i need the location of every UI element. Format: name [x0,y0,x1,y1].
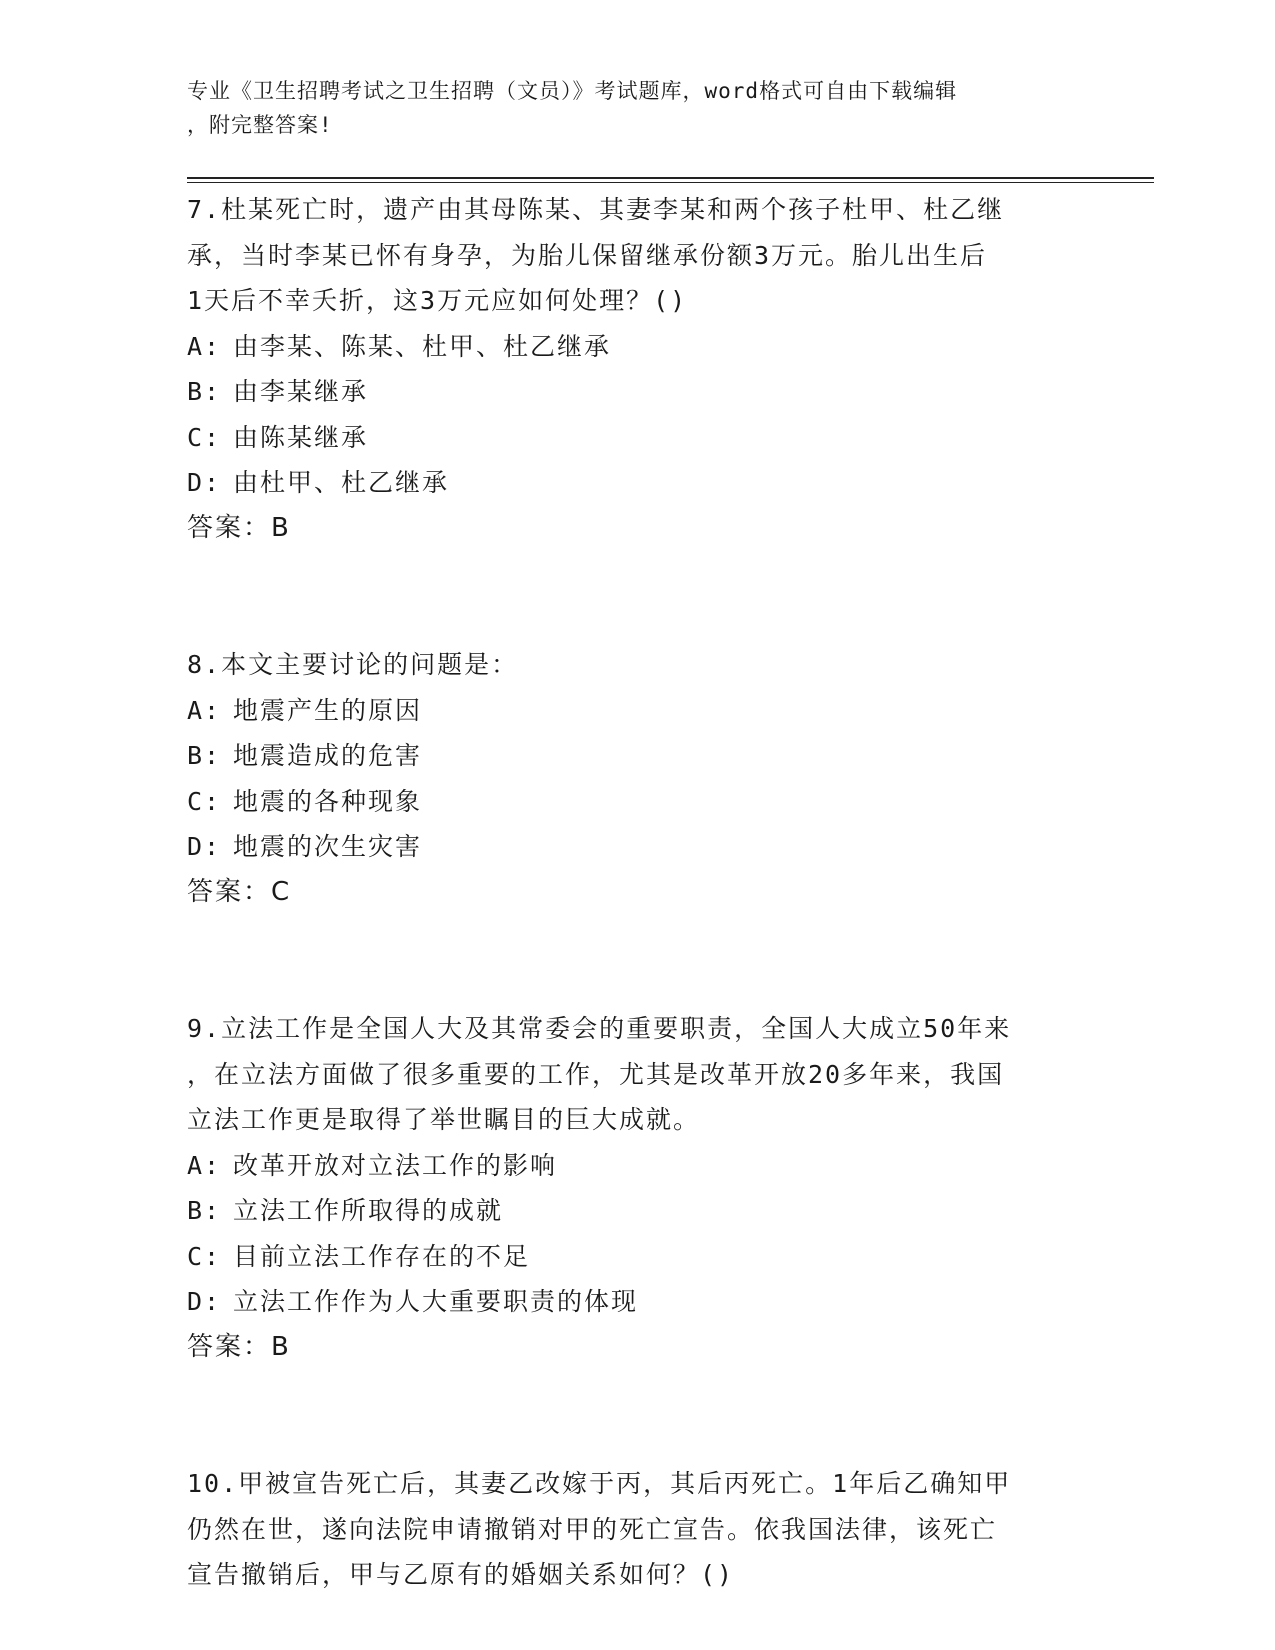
question-list [187,187,1087,1598]
spacer [187,551,1087,642]
question-10-line-1: 10.甲被宣告死亡后，其妻乙改嫁于丙，其后丙死亡。1年后乙确知甲 [187,1469,1012,1498]
question-9-answer [187,1325,1087,1371]
question-8-option-d [187,824,1087,870]
header-line-2: ，附完整答案! [187,113,333,137]
option-text: 立法工作所取得的成就 [233,1196,504,1225]
spacer [187,1370,1087,1461]
option-text: 由李某、陈某、杜甲、杜乙继承 [233,331,612,361]
question-8 [187,642,1087,915]
document-header [187,74,1087,142]
question-10 [187,1461,1087,1598]
question-8-option-b [187,733,1087,779]
question-7-line-1: 7.杜某死亡时，遗产由其母陈某、其妻李某和两个孩子杜甲、杜乙继 [187,195,1005,224]
option-text: 由陈某继承 [233,422,369,452]
question-7 [187,187,1087,551]
question-7-answer [187,506,1087,552]
option-key: B: [187,1196,222,1225]
question-9-option-d [187,1279,1087,1325]
option-key: B: [187,741,222,770]
question-8-answer [187,870,1087,916]
option-key: A: [187,695,222,725]
question-9-option-b [187,1188,1087,1234]
question-7-option-d [187,460,1087,506]
spacer [187,915,1087,1006]
option-text: 地震的各种现象 [233,786,423,816]
answer-label: 答案： [187,512,272,543]
option-key: D: [187,1287,222,1316]
question-8-option-c [187,779,1087,825]
answer-value: B [271,1331,291,1362]
option-key: B: [187,377,222,406]
option-key: C: [187,786,222,816]
question-9-line-1: 9.立法工作是全国人大及其常委会的重要职责，全国人大成立50年来 [187,1014,1012,1043]
option-text: 由杜甲、杜乙继承 [233,468,450,497]
question-7-option-c [187,415,1087,461]
answer-value: C [271,876,292,907]
option-key: A: [187,331,222,361]
option-key: A: [187,1150,222,1180]
header-divider-thin [187,182,1154,183]
question-9-line-3: 立法工作更是取得了举世瞩目的巨大成就。 [187,1105,701,1134]
option-text: 立法工作作为人大重要职责的体现 [233,1287,639,1316]
option-text: 由李某继承 [233,377,369,406]
question-7-option-b [187,369,1087,415]
question-9-line-2: ，在立法方面做了很多重要的工作，尤其是改革开放20多年来，我国 [187,1059,1005,1089]
question-7-line-2: 承，当时李某已怀有身孕，为胎儿保留继承份额3万元。胎儿出生后 [187,240,988,270]
question-7-option-a [187,324,1087,370]
question-7-line-3: 1天后不幸夭折，这3万元应如何处理？() [187,286,688,315]
question-8-line-1: 8.本文主要讨论的问题是： [187,650,519,679]
question-10-line-2: 仍然在世，遂向法院申请撤销对甲的死亡宣告。依我国法律，该死亡 [187,1514,998,1544]
answer-value: B [271,512,291,543]
header-line-1: 专业《卫生招聘考试之卫生招聘（文员）》考试题库，word格式可自由下载编辑 [187,79,958,103]
question-9-option-c [187,1234,1087,1280]
question-8-option-a [187,688,1087,734]
answer-label: 答案： [187,876,272,907]
question-10-line-3: 宣告撤销后，甲与乙原有的婚姻关系如何？() [187,1560,735,1589]
option-text: 改革开放对立法工作的影响 [233,1150,558,1180]
option-key: C: [187,1241,222,1271]
option-key: D: [187,832,222,861]
header-divider-thick [187,177,1154,179]
question-9-option-a [187,1143,1087,1189]
option-key: C: [187,422,222,452]
answer-label: 答案： [187,1331,272,1362]
option-text: 地震造成的危害 [233,741,423,770]
question-9 [187,1006,1087,1370]
option-text: 地震的次生灾害 [233,832,423,861]
option-text: 目前立法工作存在的不足 [233,1241,531,1271]
option-key: D: [187,468,222,497]
option-text: 地震产生的原因 [233,695,423,725]
